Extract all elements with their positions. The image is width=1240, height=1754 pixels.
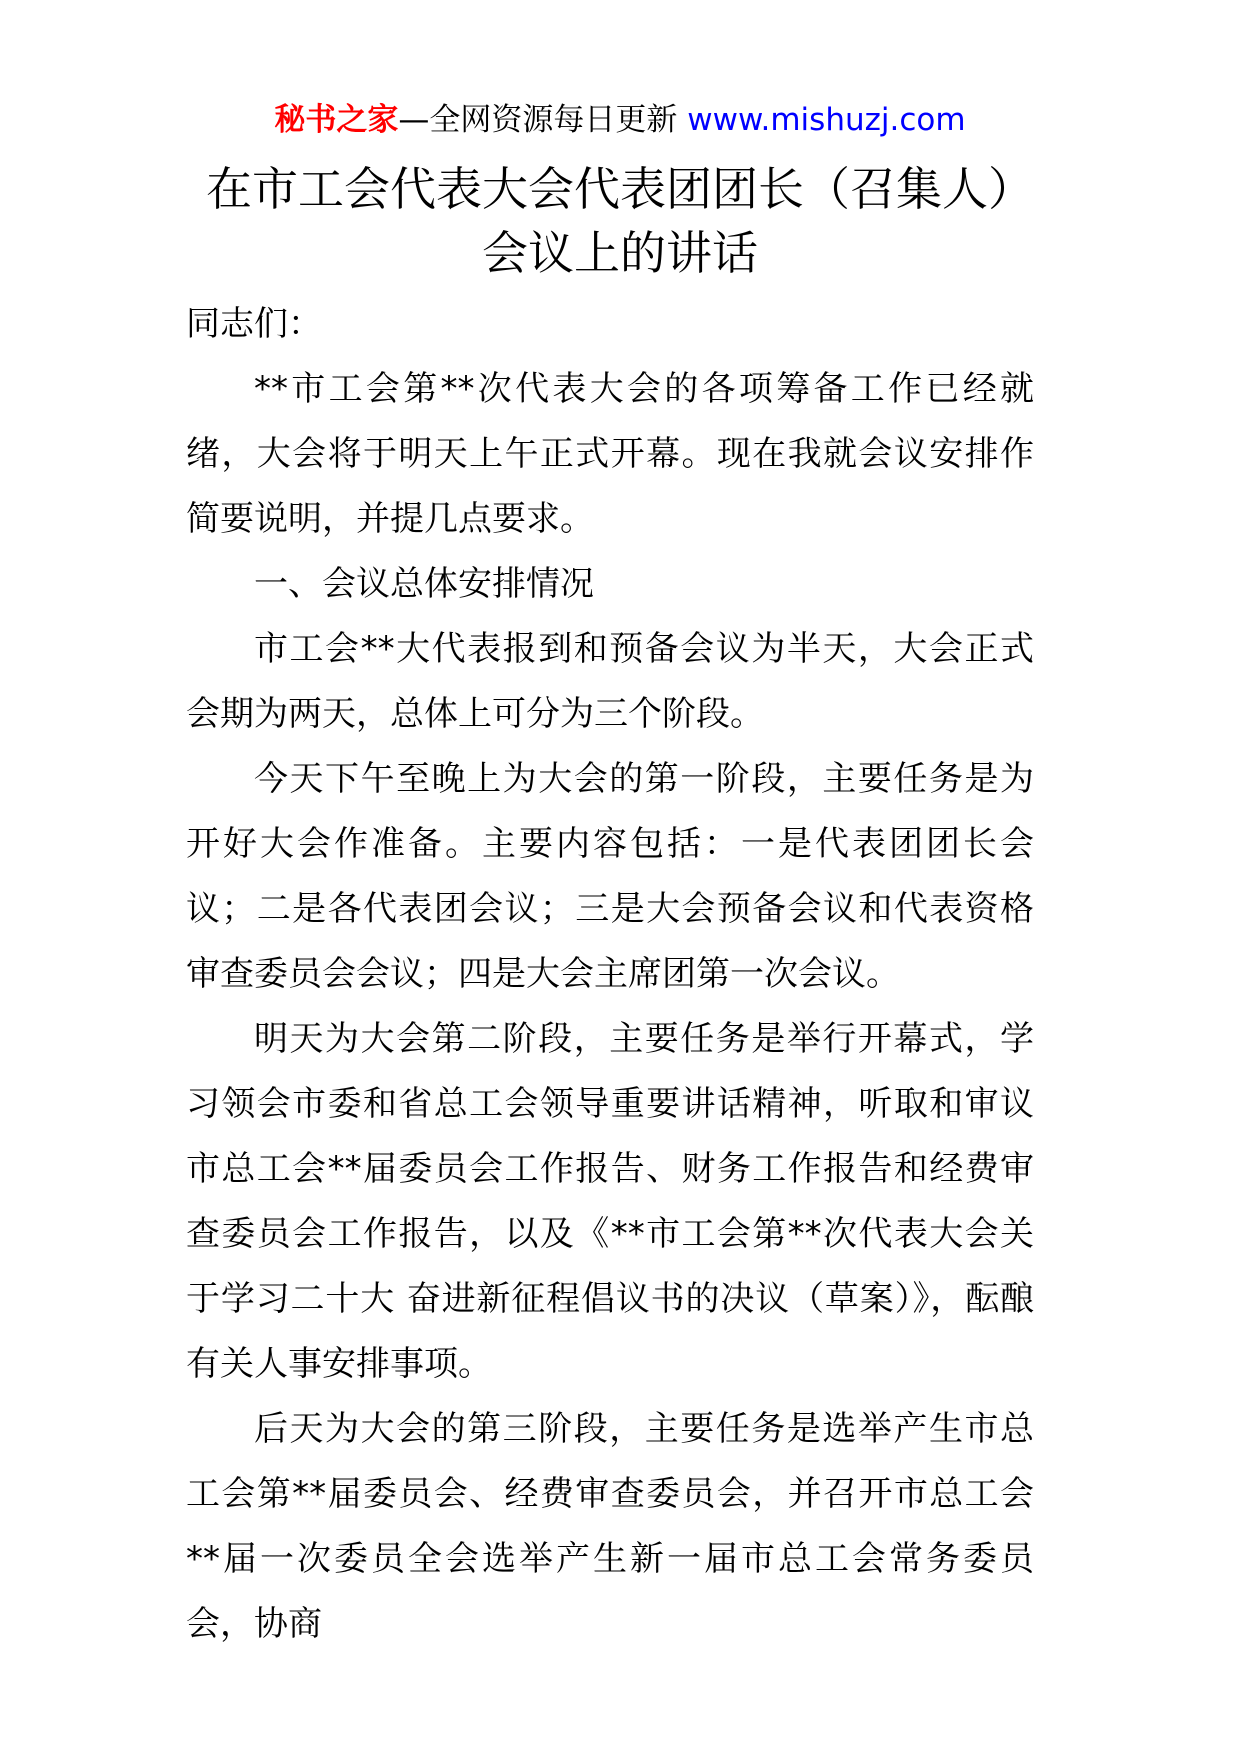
section-paragraph: 明天为大会第二阶段，主要任务是举行开幕式，学习领会市委和省总工会领导重要讲话精神，听取和审议市总工会**届委员会工作报告、财务工作报告和经费审查委员会工作报告，以及《**市工会第**次代表大会关于学习二十大 奋进新征程倡议书的决议（草案）》，酝酿有关人事安排事项。 bbox=[186, 1019, 1034, 1384]
site-url-link[interactable]: www.mishuzj.com bbox=[687, 102, 966, 138]
site-tagline: —全网资源每日更新 bbox=[398, 102, 688, 138]
section-paragraph: 今天下午至晚上为大会的第一阶段，主要任务是为开好大会作准备。主要内容包括：一是代表团团长会议；二是各代表团会议；三是大会预备会议和代表资格审查委员会会议；四是大会主席团第一次会议。 bbox=[186, 759, 1034, 994]
document-body bbox=[186, 292, 1034, 1657]
intro-paragraph: **市工会第**次代表大会的各项筹备工作已经就绪，大会将于明天上午正式开幕。现在我就会议安排作简要说明，并提几点要求。 bbox=[186, 369, 1034, 539]
document-title bbox=[0, 157, 1240, 285]
section-paragraph: 后天为大会的第三阶段，主要任务是选举产生市总工会第**届委员会、经费审查委员会，并召开市总工会**届一次委员全会选举产生新一届市总工会常务委员会，协商 bbox=[186, 1409, 1034, 1644]
site-banner bbox=[0, 98, 1240, 142]
section-paragraph: 市工会**大代表报到和预备会议为半天，大会正式会期为两天，总体上可分为三个阶段。 bbox=[186, 629, 1034, 734]
section-heading: 一、会议总体安排情况 bbox=[254, 564, 594, 604]
title-line-1: 在市工会代表大会代表团团长（召集人） bbox=[206, 162, 1034, 216]
site-brand: 秘书之家 bbox=[274, 102, 399, 138]
salutation: 同志们： bbox=[186, 304, 322, 344]
title-line-2: 会议上的讲话 bbox=[482, 226, 758, 280]
